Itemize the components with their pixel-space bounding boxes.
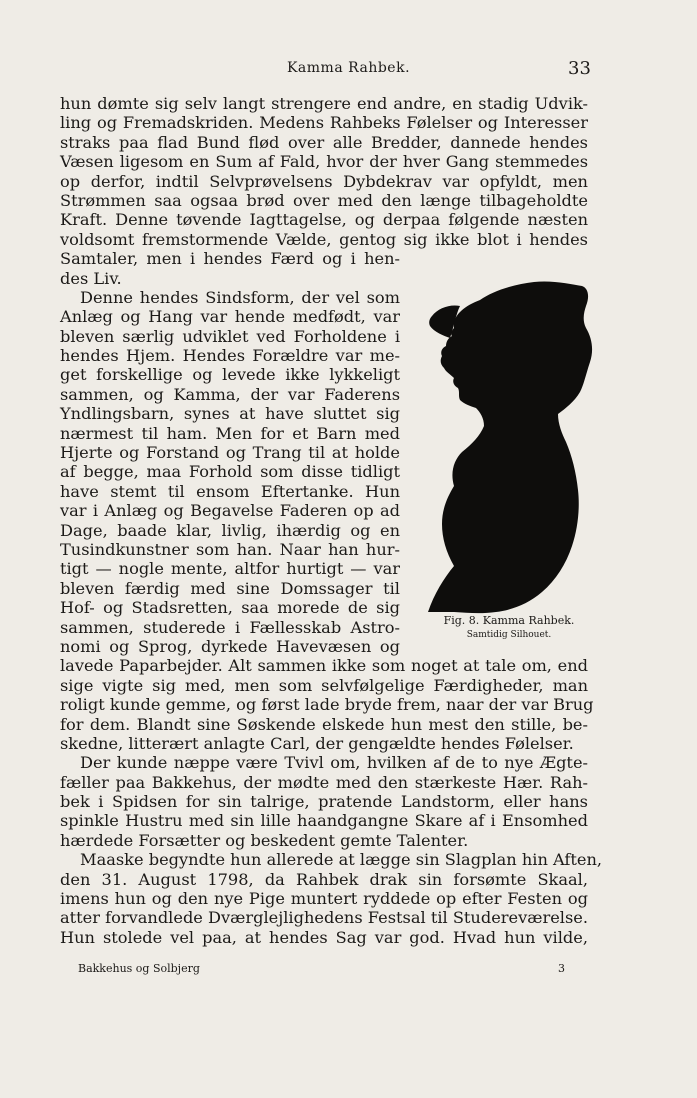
text-line: op derfor, indtil Selvprøvelsens Dybdekrav var opfyldt, men xyxy=(60,171,588,191)
text-line: skedne, litterært anlagte Carl, der gengældte hendes Følelser. xyxy=(60,733,574,753)
text-line: get forskellige og levede ikke lykkeligt xyxy=(60,365,400,385)
text-line: bleven færdig med sine Domssager til xyxy=(60,578,400,598)
text-line: hærdede Forsætter og beskedent gemte Talenter. xyxy=(60,830,469,850)
text-line: Strømmen saa ogsaa brød over med den længe tilbageholdte xyxy=(60,190,588,210)
text-line: straks paa flad Bund flød over alle Bredder, dannede hendes xyxy=(60,132,588,152)
text-line: Hun stolede vel paa, at hendes Sag var god. Hvad hun vilde, xyxy=(60,927,588,947)
text-line: for dem. Blandt sine Søskende elskede hun mest den stille, be- xyxy=(60,714,588,734)
text-line: hendes Hjem. Hendes Forældre var me- xyxy=(60,346,400,366)
text-line: af begge, maa Forhold som disse tidligt xyxy=(60,462,400,482)
text-line: sammen, og Kamma, der var Faderens xyxy=(60,384,400,404)
text-line: spinkle Hustru med sin lille haandgangne Skare af i Ensomhed xyxy=(60,811,588,831)
text-line: Der kunde næppe være Tvivl om, hvilken af de to nye Ægte- xyxy=(80,753,588,773)
text-line: ling og Fremadskriden. Medens Rahbeks Følelser og Interesser xyxy=(60,113,588,133)
text-line: Anlæg og Hang var hende medfødt, var xyxy=(60,307,400,327)
text-line: lavede Paparbejder. Alt sammen ikke som noget at tale om, end xyxy=(60,656,588,676)
page-number: 33 xyxy=(568,58,591,79)
text-line: atter forvandlede Dværglejlighedens Festsal til Studereværelse. xyxy=(60,908,588,928)
silhouette-figure xyxy=(424,276,594,616)
text-line: voldsomt fremstormende Vælde, gentog sig ikke blot i hendes xyxy=(60,229,588,249)
footer-sheet-number: 3 xyxy=(558,962,565,975)
text-line: Samtaler, men i hendes Færd og i hen- xyxy=(60,249,400,269)
footer-signature: Bakkehus og Solbjerg xyxy=(78,962,200,975)
figure-caption-subtitle: Samtidig Silhouet. xyxy=(466,630,552,640)
text-line: den 31. August 1798, da Rahbek drak sin forsømte Skaal, xyxy=(60,869,588,889)
running-header: Kamma Rahbek. xyxy=(286,60,411,76)
text-line: nærmest til ham. Men for et Barn med xyxy=(60,423,400,443)
text-line: Maaske begyndte hun allerede at lægge sin Slagplan hin Aften, xyxy=(80,850,603,870)
text-line: sige vigte sig med, men som selvfølgelige Færdigheder, man xyxy=(60,675,588,695)
text-line: have stemt til ensom Eftertanke. Hun xyxy=(60,481,400,501)
text-line: des Liv. xyxy=(60,268,122,288)
text-line: Væsen ligesom en Sum af Fald, hvor der hver Gang stemmedes xyxy=(60,152,588,172)
text-line: bleven særlig udviklet ved Forholdene i xyxy=(60,326,400,346)
text-line: Hjerte og Forstand og Trang til at holde xyxy=(60,443,400,463)
text-line: Dage, baade klar, livlig, ihærdig og en xyxy=(60,520,400,540)
text-line: Kraft. Denne tøvende Iagttagelse, og derpaa følgende næsten xyxy=(60,210,588,230)
text-line: nomi og Sprog, dyrkede Havevæsen og xyxy=(60,636,400,656)
text-line: Denne hendes Sindsform, der vel som xyxy=(80,287,400,307)
text-line: fæller paa Bakkehus, der mødte med den stærkeste Hær. Rah- xyxy=(60,772,588,792)
silhouette-portrait xyxy=(424,276,594,616)
text-line: tigt — nogle mente, altfor hurtigt — var xyxy=(60,559,400,579)
text-line: roligt kunde gemme, og først lade bryde frem, naar der var Brug xyxy=(60,695,594,715)
text-line: sammen, studerede i Fællesskab Astro- xyxy=(60,617,400,637)
text-line: var i Anlæg og Begavelse Faderen op ad xyxy=(60,501,400,521)
text-line: imens hun og den nye Pige muntert ryddede op efter Festen og xyxy=(60,889,588,909)
figure-caption-title: Fig. 8. Kamma Rahbek. xyxy=(443,614,575,627)
text-line: Yndlingsbarn, synes at have sluttet sig xyxy=(60,404,400,424)
text-line: hun dømte sig selv langt strengere end andre, en stadig Udvik- xyxy=(60,94,588,113)
text-line: bek i Spidsen for sin talrige, pratende Landstorm, eller hans xyxy=(60,792,588,812)
text-line: Tusindkunstner som han. Naar han hur- xyxy=(60,539,400,559)
text-line: Hof- og Stadsretten, saa morede de sig xyxy=(60,598,400,618)
figure-caption xyxy=(424,614,594,642)
